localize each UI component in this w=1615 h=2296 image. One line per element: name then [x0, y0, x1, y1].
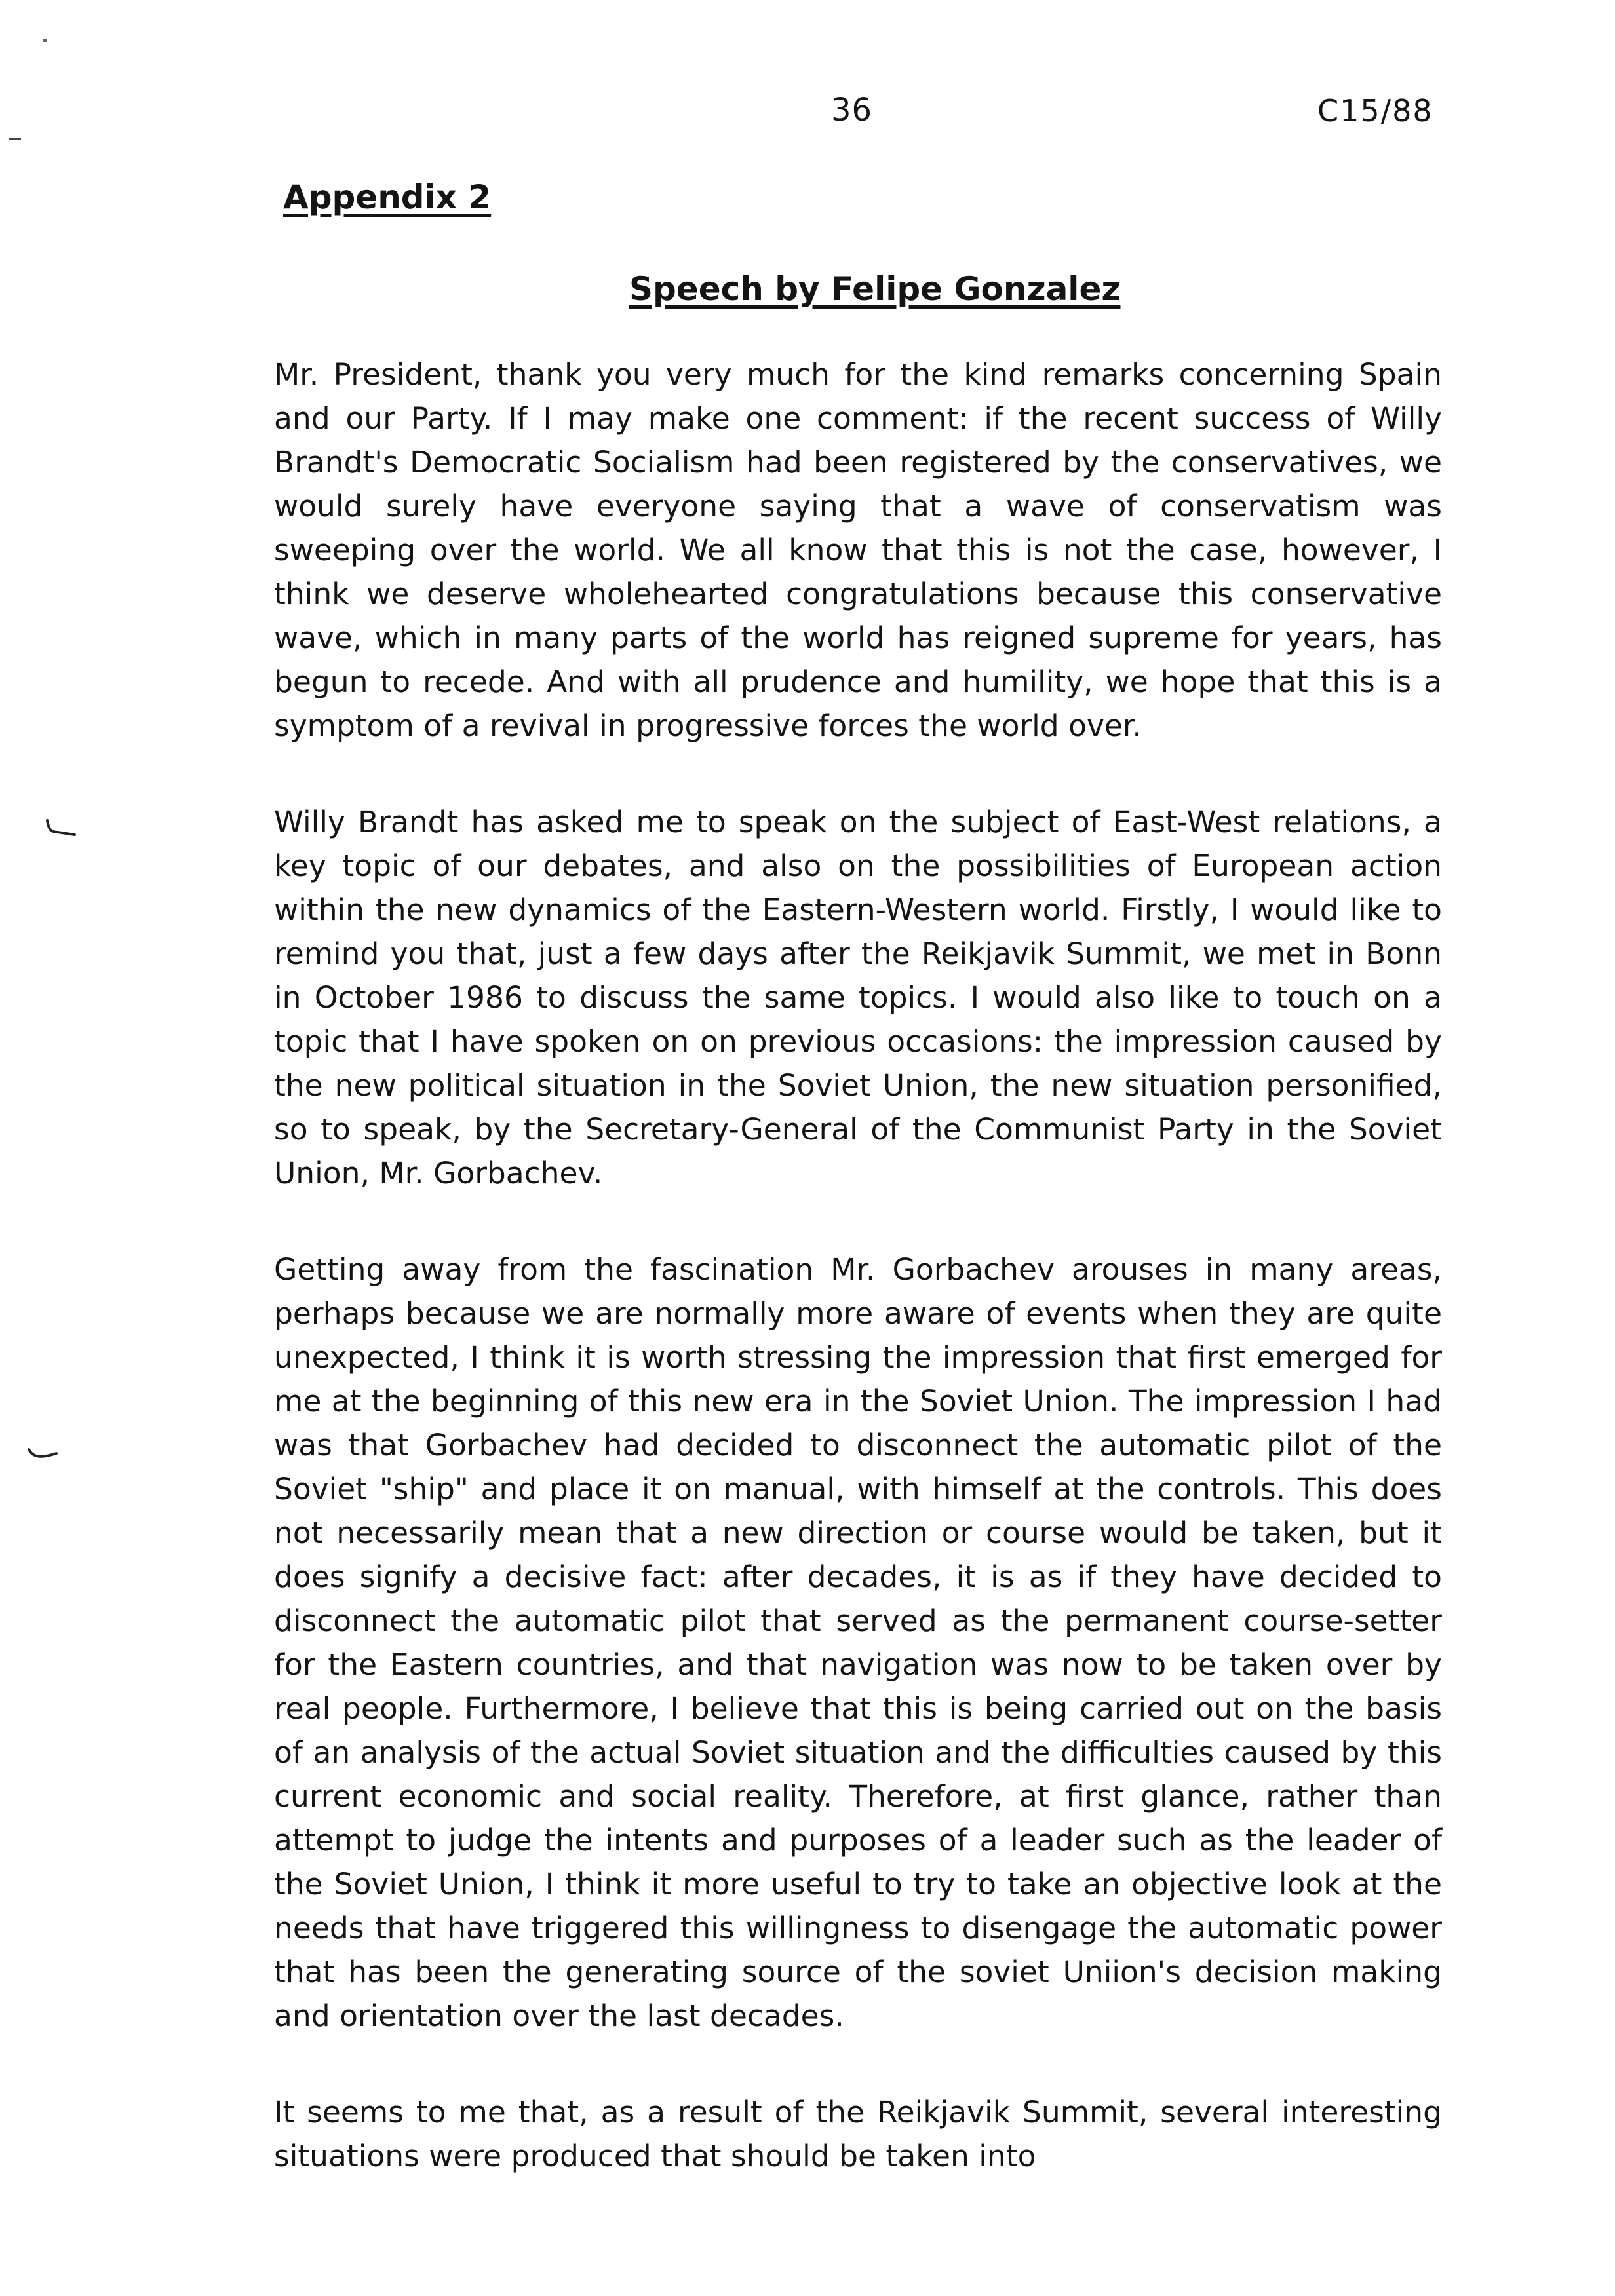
page-number: 36	[831, 92, 873, 128]
margin-check-mark	[26, 1444, 59, 1464]
margin-check-mark	[45, 818, 77, 837]
scan-edge-mark	[9, 138, 21, 140]
paragraph: Willy Brandt has asked me to speak on the subject of East-West relations, a key topic of our debates, and also on the possibilities of European action within the new dynamics of the Eastern-Western world. Firstly, I would like to remind you that, just a few days after the Reikjavik Summit, we met in Bonn in October 1986 to discuss the same topics. I would also like to touch on a topic that I have spoken on on previous occasions: the impression caused by the new political situation in the Soviet Union, the new situation personified, so to speak, by the Secretary-General of the Communist Party in the Soviet Union, Mr. Gorbachev.	[274, 805, 1442, 1191]
appendix-heading: Appendix 2	[283, 178, 492, 216]
speech-title: Speech by Felipe Gonzalez	[629, 270, 1121, 308]
paragraph: It seems to me that, as a result of the Reikjavik Summit, several interesting situations were produced that should be taken into	[274, 2095, 1442, 2173]
document-code: C15/88	[1317, 93, 1433, 128]
speech-body	[274, 353, 1442, 2178]
scan-speck	[43, 39, 47, 42]
paragraph: Mr. President, thank you very much for the kind remarks concerning Spain and our Party. If I may make one comment: if the recent success of Willy Brandt's Democratic Socialism had been registered by the conservatives, we would surely have everyone saying that a wave of conservatism was sweeping over the world. We all know that this is not the case, however, I think we deserve wholehearted congratulations because this conservative wave, which in many parts of the world has reigned supreme for years, has begun to recede. And with all prudence and humility, we hope that this is a symptom of a revival in progressive forces the world over.	[274, 357, 1442, 743]
paragraph: Getting away from the fascination Mr. Gorbachev arouses in many areas, perhaps because we are normally more aware of events when they are quite unexpected, I think it is worth stressing the impression that first emerged for me at the beginning of this new era in the Soviet Union. The impression I had was that Gorbachev had decided to disconnect the automatic pilot of the Soviet "ship" and place it on manual, with himself at the controls. This does not necessarily mean that a new direction or course would be taken, but it does signify a decisive fact: after decades, it is as if they have decided to disconnect the automatic pilot that served as the permanent course-setter for the Eastern countries, and that navigation was now to be taken over by real people. Furthermore, I believe that this is being carried out on the basis of an analysis of the actual Soviet situation and the difficulties caused by this current economic and social reality. Therefore, at first glance, rather than attempt to judge the intents and purposes of a leader such as the leader of the Soviet Union, I think it more useful to try to take an objective look at the needs that have triggered this willingness to disengage the automatic power that has been the generating source of the soviet Uniion's decision making and orientation over the last decades.	[274, 1252, 1442, 2033]
